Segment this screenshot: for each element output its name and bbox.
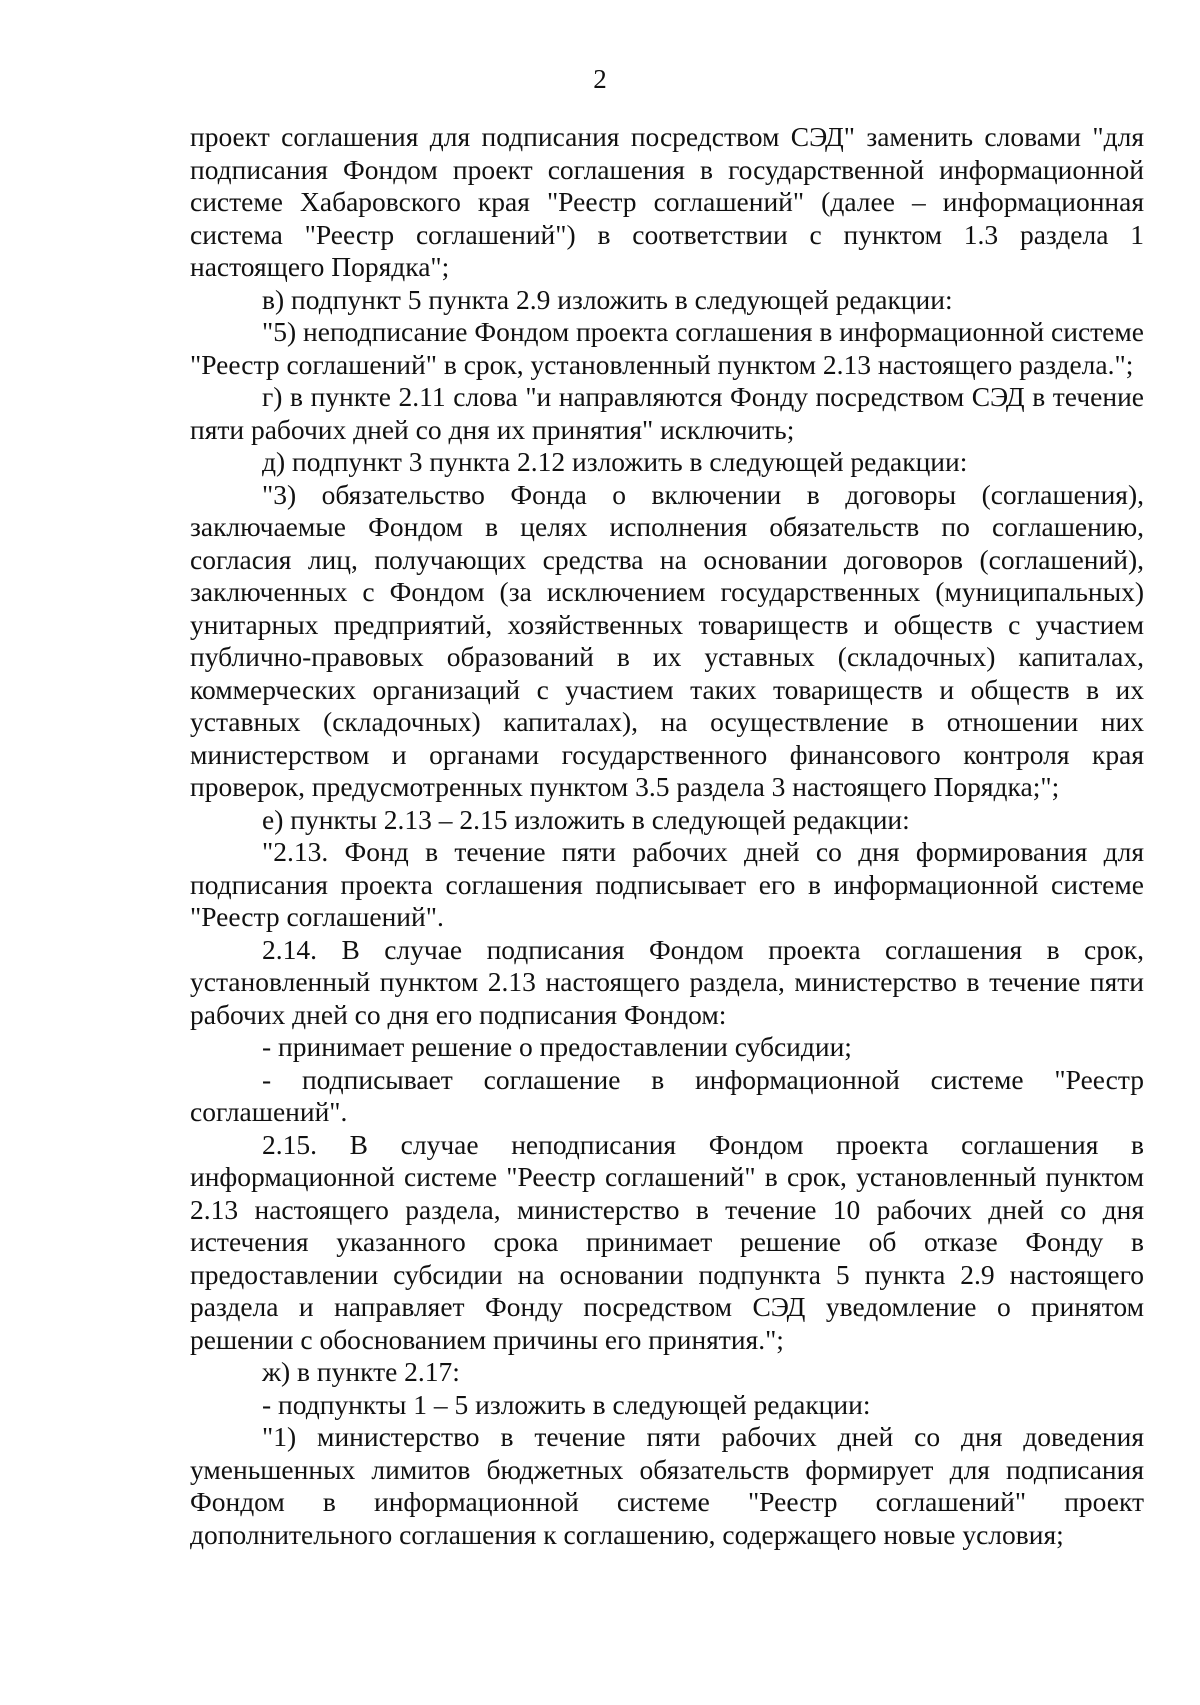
document-body xyxy=(190,121,1144,1551)
paragraph: 2.14. В случае подписания Фондом проекта соглашения в срок, установленный пунктом 2.13 настоящего раздела, министерство в течение пяти рабочих дней со дня его подписания Фондом: xyxy=(190,933,1144,1030)
paragraph: в) подпункт 5 пункта 2.9 изложить в следующей редакции: xyxy=(262,283,953,315)
page-number: 2 xyxy=(593,64,607,94)
paragraph: "3) обязательство Фонда о включении в договоры (соглашения), заключаемые Фондом в целях исполнения обязательств по соглашению, согласия лиц, получающих средства на основании договоров (соглашений), заключенных с Фондом (за исключением государственных (муниципальных) унитарных предприятий, хозяйственных товариществ и обществ с участием публично-правовых образований в их уставных (складочных) капиталах, коммерческих организаций с участием таких товариществ и обществ в их уставных (складочных) капиталах), на осуществление в отношении них министерством и органами государственного финансового контроля края проверок, предусмотренных пунктом 3.5 раздела 3 настоящего Порядка;"; xyxy=(190,478,1144,802)
paragraph: - подпункты 1 – 5 изложить в следующей редакции: xyxy=(262,1388,871,1420)
paragraph: 2.15. В случае неподписания Фондом проекта соглашения в информационной системе "Реестр соглашений" в срок, установленный пунктом 2.13 настоящего раздела, министерство в течение 10 рабочих дней со дня истечения указанного срока принимает решение об отказе Фонду в предоставлении субсидии на основании подпункта 5 пункта 2.9 настоящего раздела и направляет Фонду посредством СЭД уведомление о принятом решении с обоснованием причины его принятия."; xyxy=(190,1128,1144,1355)
paragraph: "1) министерство в течение пяти рабочих дней со дня доведения уменьшенных лимитов бюджетных обязательств формирует для подписания Фондом в информационной системе "Реестр соглашений" проект дополнительного соглашения к соглашению, содержащего новые условия; xyxy=(190,1421,1144,1550)
paragraph: ж) в пункте 2.17: xyxy=(262,1356,460,1387)
paragraph: "5) неподписание Фондом проекта соглашения в информационной системе "Реестр соглашений" в срок, установленный пунктом 2.13 настоящего раздела."; xyxy=(190,316,1144,380)
paragraph: - принимает решение о предоставлении субсидии; xyxy=(262,1031,852,1062)
paragraph: - подписывает соглашение в информационной системе "Реестр соглашений". xyxy=(190,1063,1144,1127)
paragraph: г) в пункте 2.11 слова "и направляются Фонду посредством СЭД в течение пяти рабочих дней со дня их принятия" исключить; xyxy=(190,381,1144,445)
paragraph: д) подпункт 3 пункта 2.12 изложить в следующей редакции: xyxy=(262,446,968,477)
paragraph: "2.13. Фонд в течение пяти рабочих дней со дня формирования для подписания проекта соглашения подписывает его в информационной системе "Реестр соглашений". xyxy=(190,836,1144,932)
paragraph: проект соглашения для подписания посредством СЭД" заменить словами "для подписания Фондом проект соглашения в государственной информационной системе Хабаровского края "Реестр соглашений" (далее – информационная система "Реестр соглашений") в соответствии с пунктом 1.3 раздела 1 настоящего Порядка"; xyxy=(190,121,1144,282)
paragraph: е) пункты 2.13 – 2.15 изложить в следующей редакции: xyxy=(262,803,910,835)
